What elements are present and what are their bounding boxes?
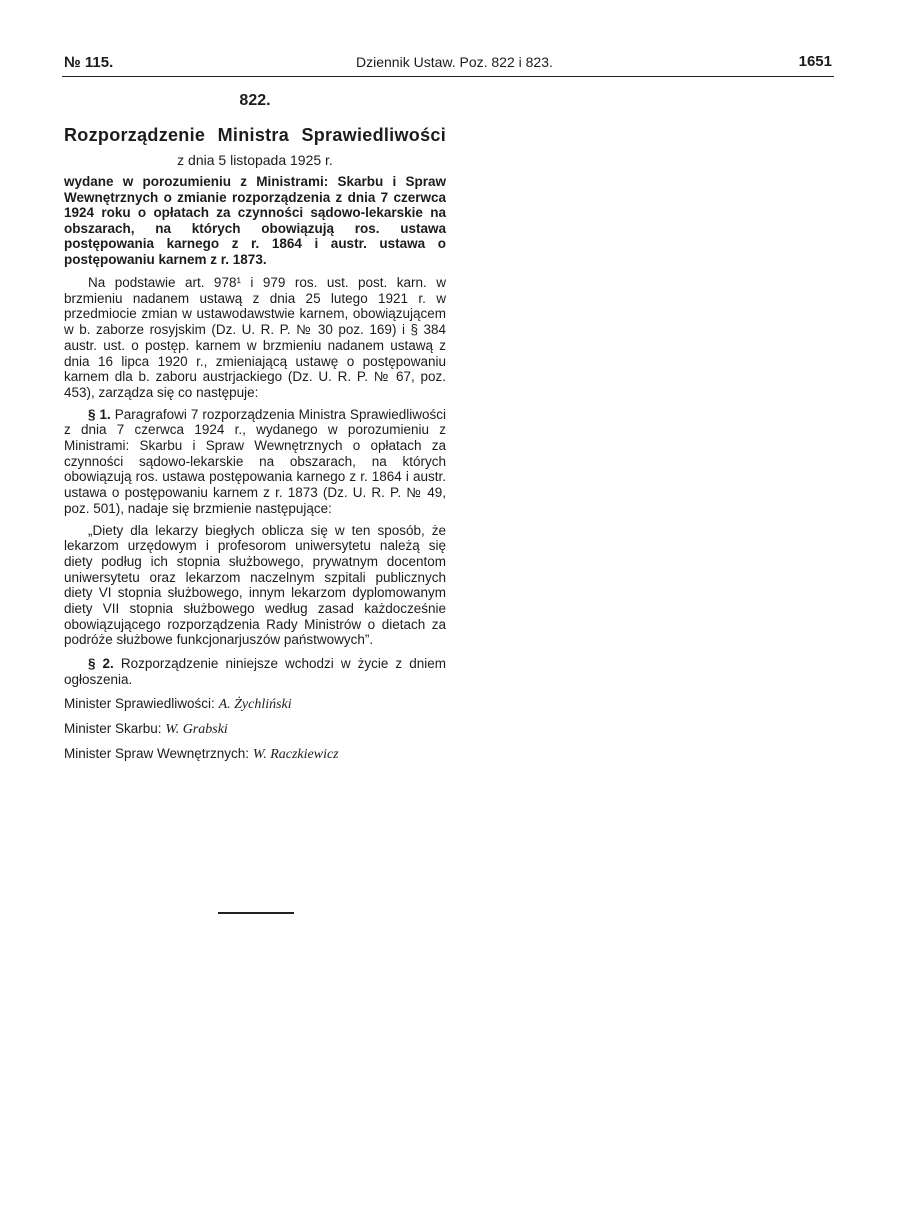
signature-interior [64,746,446,763]
preamble-paragraph: Na podstawie art. 978¹ i 979 ros. ust. post. karn. w brzmieniu nadanem ustawą z dnia 25 lutego 1921 r. w przedmiocie zmian w ustawodawstwie karnem, obowiązującem w b. zaborze rosyjskim (Dz. U. R. P. № 30 poz. 169) i § 384 austr. ust. o postęp. karnem w brzmieniu nadanem ustawą z dnia 16 lipca 1920 r., zmieniającą ustawę o postępowaniu karnem dla b. zaboru austrjackiego (Dz. U. R. P. № 67, poz. 453), zarządza się co następuje: [64,275,446,400]
item-number: 822. [239,92,271,109]
journal-reference: Dziennik Ustaw. Poz. 822 i 823. [356,54,553,70]
document-title: Rozporządzenie Ministra Sprawiedliwości [64,125,446,145]
signature-role: Minister Sprawiedliwości: [64,695,215,711]
document-subject: wydane w porozumieniu z Ministrami: Skarbu i Spraw Wewnętrznych o zmianie rozporządzenia z dnia 7 czerwca 1924 roku o opłatach za czynności sądowo-lekarskie na obszarach, na których obowiązują ros. ustawa postępowania karnego z r. 1864 i austr. ustawa o postępowaniu karnem z r. 1873. [64,174,446,267]
signature-justice [64,696,446,713]
issue-number: № 115. [64,54,114,71]
end-divider [218,912,294,914]
document-date: z dnia 5 listopada 1925 r. [177,152,333,168]
page-number: 1651 [798,53,832,70]
section-1-label: § 1. [88,406,111,422]
section-2-text: Rozporządzenie niniejsze wchodzi w życie z dniem ogłoszenia. [64,656,446,687]
section-2 [64,656,446,687]
header-divider [62,76,834,77]
signature-name: W. Raczkiewicz [252,746,339,762]
document-column [64,90,446,763]
section-1 [64,407,446,517]
section-1-text: Paragrafowi 7 rozporządzenia Ministra Sprawiedliwości z dnia 7 czerwca 1924 r., wydanego w porozumieniu z Ministrami: Skarbu i Spraw Wewnętrznych o opłatach za czynności sądowo-lekarskie na obszarach, na których obowiązują ros. ustawa postępowania karnego z r. 1864 i austr. ustawa o postępowaniu karnem z r. 1873 (Dz. U. R. P. № 49, poz. 501), nadaje się brzmienie następujące: [64,406,446,516]
section-2-label: § 2. [88,656,114,672]
signature-role: Minister Spraw Wewnętrznych: [64,745,250,761]
page-header [64,52,832,74]
signature-role: Minister Skarbu: [64,720,162,736]
section-1-quote: „Diety dla lekarzy biegłych oblicza się w ten sposób, że lekarzom urzędowym i profesorom uniwersytetu należą się diety podług ich stopnia służbowego, prywatnym docentom uniwersytetu oraz lekarzom naczelnym szpitali publicznych diety VI stopnia służbowego, innym lekarzom dyplomowanym diety VII stopnia służbowego według zasad każdocześnie obowiązującego rozporządzenia Rady Ministrów o dietach za podróże służbowe funkcjonarjuszów państwowych”. [64,522,446,648]
signature-name: A. Żychliński [218,696,292,712]
signature-name: W. Grabski [165,721,228,737]
signature-treasury [64,721,446,738]
